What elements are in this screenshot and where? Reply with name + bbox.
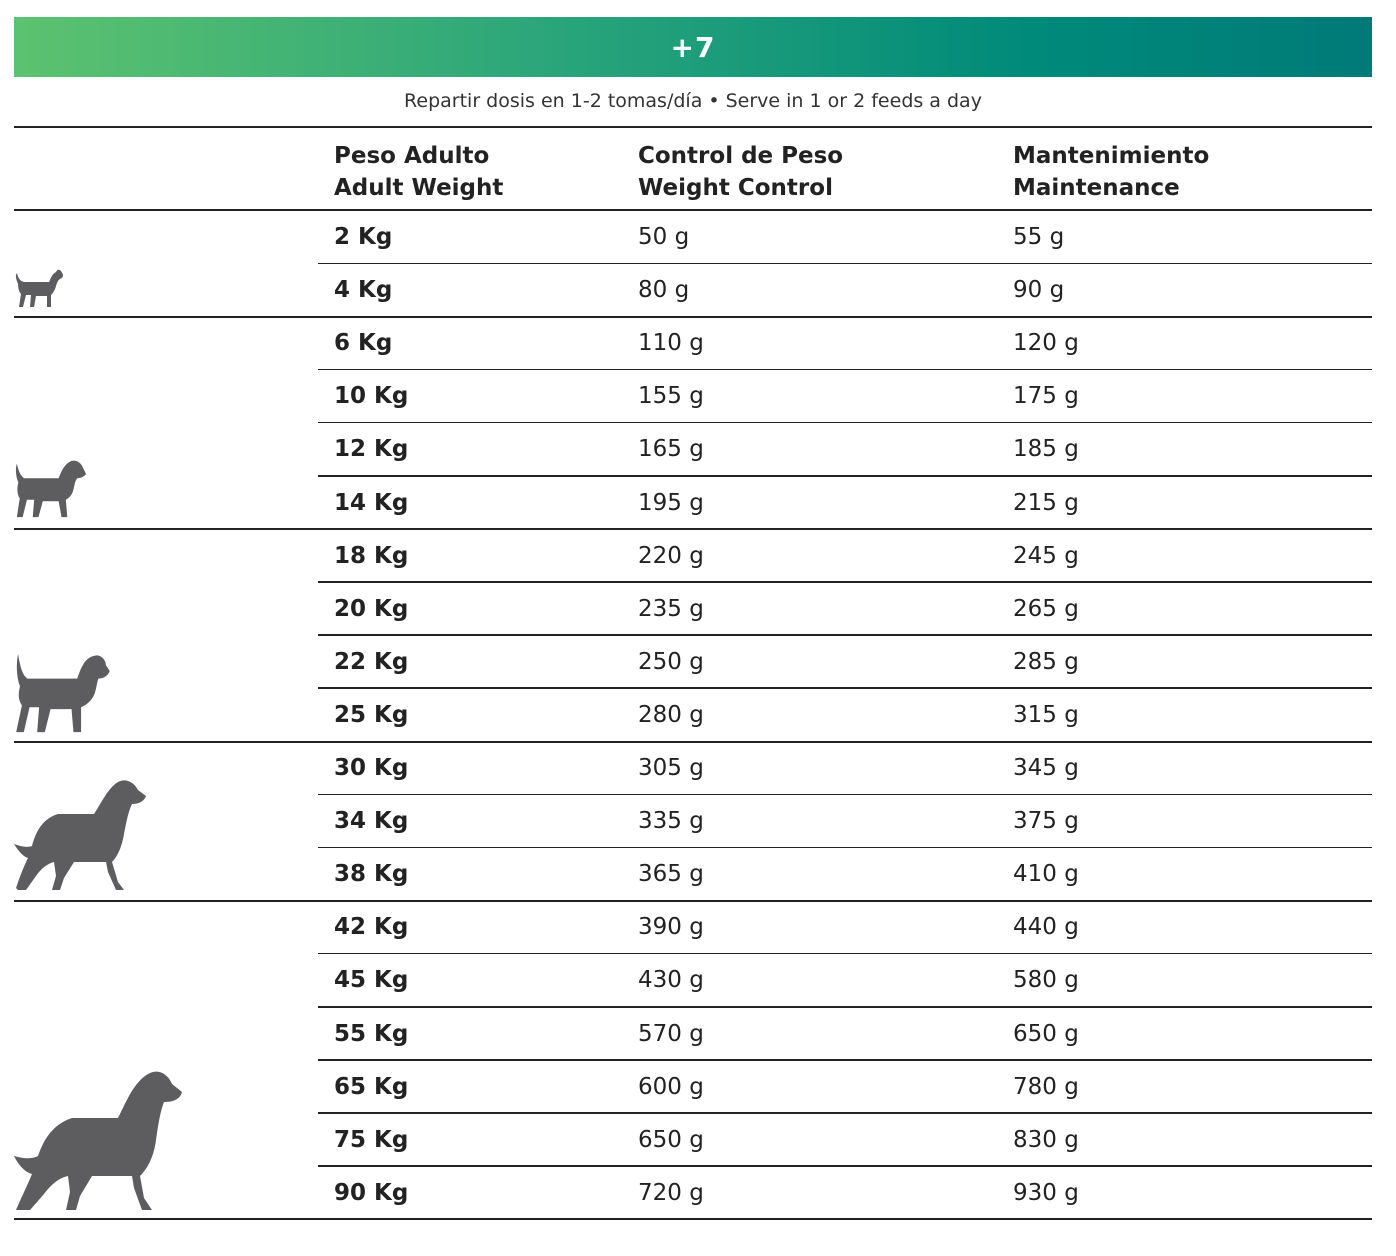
table-row [0,530,1396,583]
cell-adult-weight: 2 Kg [334,224,393,250]
cell-weight-control: 305 g [638,755,704,781]
cell-maintenance: 265 g [1013,595,1079,622]
header-control-en: Weight Control [638,175,833,201]
header-maintenance [1013,140,1209,204]
cell-weight-control: 80 g [638,277,690,304]
cell-weight-control: 220 g [638,542,704,569]
header-weight-es: Peso Adulto [334,143,490,169]
cell-adult-weight: 34 Kg [334,808,409,835]
cell-maintenance: 245 g [1013,542,1079,569]
table-row [0,370,1396,423]
feeding-note: Repartir dosis en 1-2 tomas/día • Serve in 1 or 2 feeds a day [404,90,982,112]
cell-weight-control: 365 g [638,861,704,888]
header-weight-en: Adult Weight [334,175,504,201]
table-row [0,317,1396,370]
cell-maintenance: 345 g [1013,755,1079,781]
cell-maintenance: 410 g [1013,861,1079,888]
table-top-rule [14,126,1372,128]
cell-maintenance: 55 g [1013,224,1065,250]
table-row [0,211,1396,264]
cell-weight-control: 165 g [638,436,704,463]
cell-weight-control: 235 g [638,595,704,622]
table-row [0,636,1396,689]
cell-adult-weight: 75 Kg [334,1126,409,1153]
cell-weight-control: 570 g [638,1020,704,1047]
cell-adult-weight: 4 Kg [334,277,393,304]
cell-maintenance: 315 g [1013,701,1079,728]
cell-weight-control: 720 g [638,1179,704,1206]
cell-maintenance: 580 g [1013,967,1079,994]
cell-adult-weight: 42 Kg [334,914,409,941]
header-weight [334,140,503,204]
cell-maintenance: 440 g [1013,914,1079,941]
table-row [0,1114,1396,1167]
cell-weight-control: 335 g [638,808,704,835]
header-control [638,140,843,204]
cell-maintenance: 185 g [1013,436,1079,463]
cell-weight-control: 430 g [638,967,704,994]
header-maintenance-es: Mantenimiento [1013,143,1210,169]
cell-adult-weight: 38 Kg [334,861,409,888]
cell-maintenance: 650 g [1013,1020,1079,1047]
cell-weight-control: 110 g [638,330,704,357]
cell-weight-control: 600 g [638,1073,704,1100]
cell-maintenance: 120 g [1013,330,1079,357]
cell-adult-weight: 65 Kg [334,1073,409,1100]
table-row [0,795,1396,848]
cell-weight-control: 650 g [638,1126,704,1153]
cell-weight-control: 280 g [638,701,704,728]
table-row [0,1061,1396,1114]
cell-weight-control: 195 g [638,489,704,516]
table-row [0,1167,1396,1220]
small-dog-icon [14,458,86,520]
cell-weight-control: 250 g [638,648,704,675]
cell-adult-weight: 25 Kg [334,701,409,728]
header-maintenance-en: Maintenance [1013,175,1180,201]
table-row [0,954,1396,1007]
banner-title: +7 [670,30,716,64]
cell-weight-control: 50 g [638,224,690,250]
cell-maintenance: 90 g [1013,277,1065,304]
cell-maintenance: 830 g [1013,1126,1079,1153]
cell-maintenance: 930 g [1013,1179,1079,1206]
table-row [0,1008,1396,1061]
cell-adult-weight: 18 Kg [334,542,409,569]
cell-adult-weight: 10 Kg [334,383,409,410]
cell-adult-weight: 45 Kg [334,967,409,994]
toy-dog-icon [14,264,64,310]
cell-adult-weight: 22 Kg [334,648,409,675]
large-dog-icon [14,778,146,892]
table-row [0,583,1396,636]
cell-adult-weight: 12 Kg [334,436,409,463]
table-row [0,264,1396,317]
cell-adult-weight: 6 Kg [334,330,393,357]
cell-maintenance: 780 g [1013,1073,1079,1100]
table-row [0,901,1396,954]
age-banner [14,17,1372,77]
cell-maintenance: 215 g [1013,489,1079,516]
cell-weight-control: 155 g [638,383,704,410]
table-row [0,477,1396,530]
cell-adult-weight: 20 Kg [334,595,409,622]
cell-maintenance: 375 g [1013,808,1079,835]
cell-adult-weight: 30 Kg [334,755,409,781]
cell-adult-weight: 55 Kg [334,1020,409,1047]
cell-maintenance: 285 g [1013,648,1079,675]
header-control-es: Control de Peso [638,143,844,169]
cell-adult-weight: 14 Kg [334,489,409,516]
medium-dog-icon [14,650,110,734]
cell-adult-weight: 90 Kg [334,1179,409,1206]
table-row [0,689,1396,742]
table-row [0,848,1396,901]
table-row [0,423,1396,476]
table-row [0,742,1396,795]
cell-maintenance: 175 g [1013,383,1079,410]
cell-weight-control: 390 g [638,914,704,941]
giant-dog-icon [14,1068,182,1214]
group-divider [14,1218,1372,1220]
